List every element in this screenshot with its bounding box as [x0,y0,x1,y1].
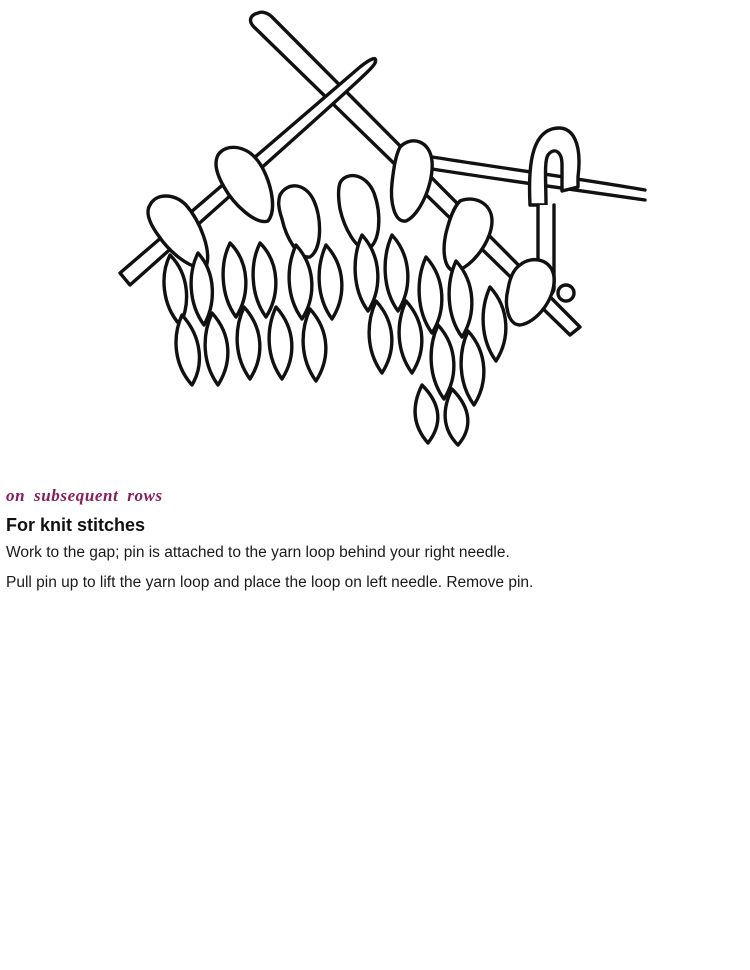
instruction-heading: For knit stitches [6,515,146,535]
instruction-step: Work to the gap; pin is attached to the yarn loop behind your right needle. [6,544,510,561]
instruction-step: Pull pin up to lift the yarn loop and place the loop on left needle. Remove pin. [6,574,534,591]
knit-fabric [164,235,506,445]
section-label: on subsequent rows [6,486,163,505]
knitting-needles-with-pin-icon [100,5,660,450]
